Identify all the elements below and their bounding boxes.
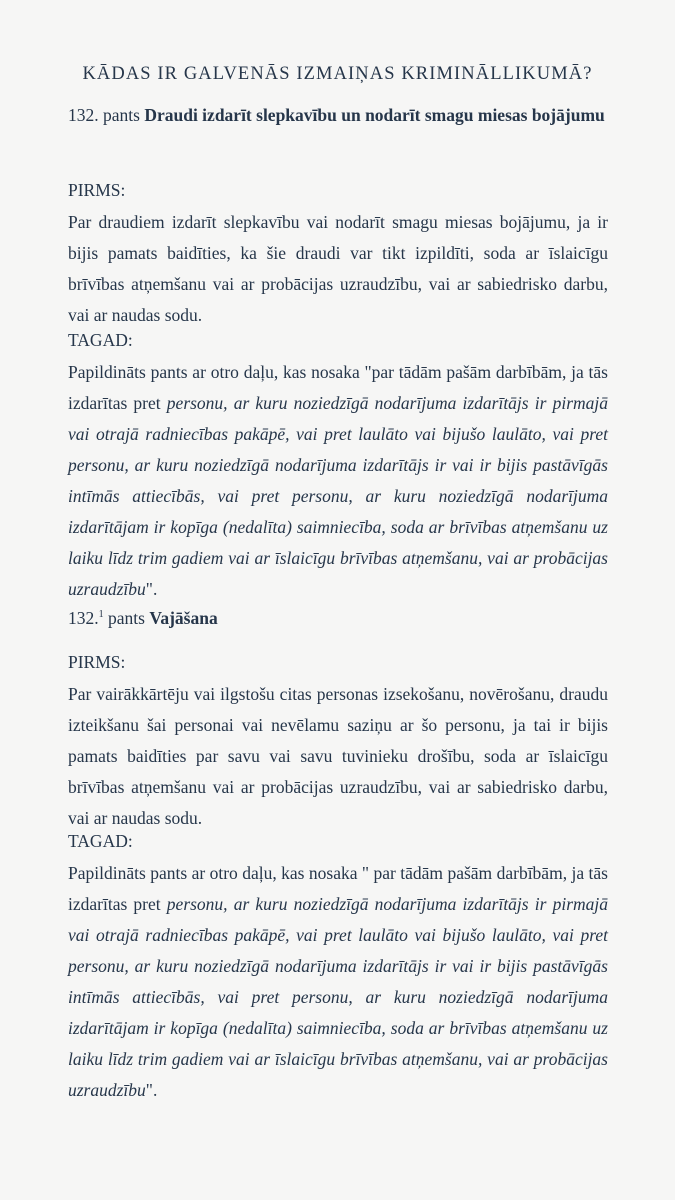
article-132-heading — [68, 101, 608, 130]
article-132-1-before-text: Par vairākkārtēju vai ilgstošu citas personas izsekošanu, novērošanu, draudu izteikšanu šai personai vai nevēlamu saziņu ar šo personu, ja tai ir bijis pamats baidīties par savu vai savu tuvinieku drošību, soda ar īslaicīgu brīvības atņemšanu vai ar probācijas uzraudzību, vai ar sabiedrisko darbu, vai ar naudas sodu. — [68, 684, 608, 828]
article-132-1-number: 132.$^1$ pants — [68, 608, 150, 628]
article-132-before — [68, 179, 608, 331]
article-132-before-text: Par draudiem izdarīt slepkavību vai nodarīt smagu miesas bojājumu, ja ir bijis pamats baidīties, ka šie draudi var tikt izpildīti, soda ar īslaicīgu brīvības atņemšanu vai ar probācijas uzraudzību, vai ar sabiedrisko darbu, vai ar naudas sodu. — [68, 212, 608, 325]
article-132-now-label: TAGAD: — [68, 330, 133, 350]
article-132-1-now-end: ". — [145, 1080, 158, 1100]
article-132-1-now-italic: personu, ar kuru noziedzīgā nodarījuma izdarītājs ir pirmajā vai otrajā radniecības pakāpē, vai pret laulāto vai bijušo laulāto, vai pret personu, ar kuru noziedzīgā nodarījuma izdarītājs ir vai ir bijis pastāvīgās intīmās attiecībās, vai pret personu, ar kuru noziedzīgā nodarījuma izdarītājam ir kopīga (nedalīta) saimniecība, soda ar brīvības atņemšanu uz laiku līdz trim gadiem vai ar īslaicīgu brīvības atņemšanu, vai ar probācijas uzraudzību — [68, 894, 609, 1100]
article-132-now-text — [68, 357, 608, 605]
article-132-1-now-text — [68, 858, 608, 1106]
article-132-1-name: Vajāšana — [149, 608, 218, 628]
article-132-now-italic: personu, ar kuru noziedzīgā nodarījuma izdarītājs ir pirmajā vai otrajā radniecības pakāpē, vai pret laulāto vai bijušo laulāto, vai pret personu, ar kuru noziedzīgā nodarījuma izdarītājs ir vai ir bijis pastāvīgās intīmās attiecībās, vai pret personu, ar kuru noziedzīgā nodarījuma izdarītājam ir kopīga (nedalīta) saimniecība, soda ar brīvības atņemšanu uz laiku līdz trim gadiem vai ar īslaicīgu brīvības atņemšanu, vai ar probācijas uzraudzību — [68, 393, 609, 599]
article-132-now-intro: Papildināts pants ar otro daļu, kas nosaka "par tādām pašām darbībām, ja tās izdarītas pret — [68, 362, 608, 413]
article-132-now — [68, 329, 608, 605]
article-132-1-now — [68, 830, 608, 1106]
article-132-number: 132. pants — [68, 105, 140, 125]
article-132-1-heading — [68, 604, 608, 633]
article-132-1-before — [68, 651, 608, 834]
article-132-1-now-label: TAGAD: — [68, 831, 133, 851]
article-132-1-before-label: PIRMS: — [68, 652, 126, 672]
page-title: KĀDAS IR GALVENĀS IZMAIŅAS KRIMINĀLLIKUMĀ? — [82, 64, 593, 84]
article-132-1-superscript: 1 — [98, 609, 104, 621]
article-132-now-end: ". — [145, 579, 158, 599]
article-132-1-now-intro: Papildināts pants ar otro daļu, kas nosaka " par tādām pašām darbībām, ja tās izdarītas pret — [68, 863, 608, 914]
article-132-name: Draudi izdarīt slepkavību un nodarīt smagu miesas bojājumu — [144, 105, 605, 125]
article-132-before-label: PIRMS: — [68, 180, 126, 200]
